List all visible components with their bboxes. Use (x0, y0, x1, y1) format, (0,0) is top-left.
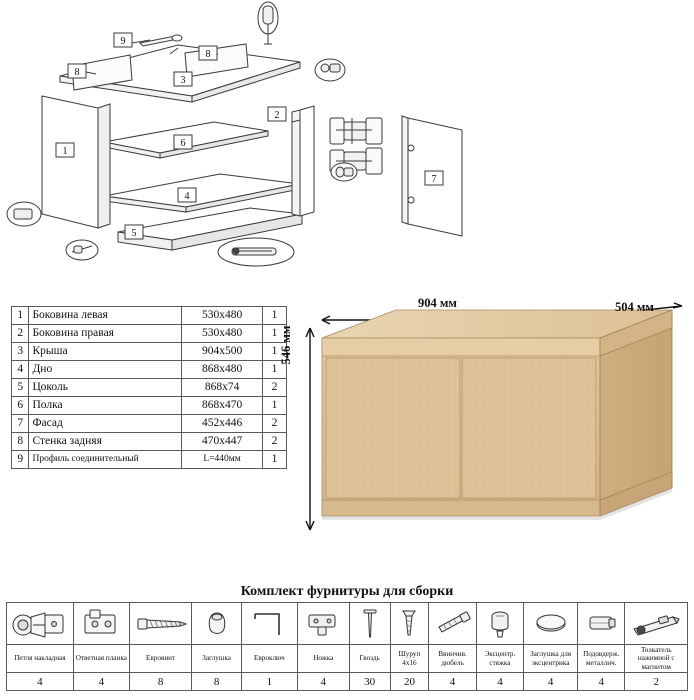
hardware-label: Шуруп 4х16 (390, 645, 429, 673)
hardware-label: Евровинт (129, 645, 191, 673)
callout-9: 9 (120, 36, 126, 47)
part-number: 2 (12, 325, 29, 343)
table-row (12, 433, 287, 451)
part-qty: 2 (262, 433, 286, 451)
hardware-label: Эксцентр. стяжка (476, 645, 523, 673)
part-name: Крыша (29, 343, 182, 361)
part-size: 530х480 (182, 307, 263, 325)
hinge-plate-icon (77, 605, 125, 643)
hardware-icon-row (7, 603, 688, 645)
part-name: Стенка задняя (29, 433, 182, 451)
hardware-kit-table (6, 602, 688, 691)
callout-8-right: 8 (205, 49, 211, 60)
hardware-count: 4 (7, 673, 74, 691)
eccentric-tie-icon (480, 605, 520, 643)
exploded-diagram-svg (0, 0, 480, 292)
part-number: 8 (12, 433, 29, 451)
hardware-cell-euro-screw (129, 603, 191, 645)
dimension-height-label: 546 мм (279, 325, 293, 365)
table-row (12, 361, 287, 379)
hardware-label: Заглушка (192, 645, 242, 673)
callout-6: 6 (180, 138, 186, 149)
part-number: 5 (12, 379, 29, 397)
part-size: L=440мм (182, 451, 263, 469)
euro-key-icon (245, 605, 293, 643)
part-size: 868х470 (182, 397, 263, 415)
part-size: 530х480 (182, 325, 263, 343)
hardware-label: Ответная планка (73, 645, 129, 673)
part-size: 868х74 (182, 379, 263, 397)
hardware-cell-eccentric-tie (476, 603, 523, 645)
hardware-cell-screw-4x16 (390, 603, 429, 645)
hardware-count: 8 (192, 673, 242, 691)
hardware-label: Ножка (297, 645, 349, 673)
hardware-cell-euro-key (241, 603, 297, 645)
cabinet-render (300, 292, 688, 542)
hardware-label: Ввинчив. дюбель (429, 645, 476, 673)
hardware-count: 4 (73, 673, 129, 691)
hardware-label: Петля накладная (7, 645, 74, 673)
callout-1: 1 (62, 146, 68, 157)
hardware-count-row (7, 673, 688, 691)
part-size: 470х447 (182, 433, 263, 451)
exploded-assembly-diagram (0, 0, 480, 290)
magnetic-shelf-support-icon (581, 605, 621, 643)
hardware-cell-shelf-support (578, 603, 625, 645)
hardware-kit-title: Комплект фурнитуры для сборки (240, 584, 454, 599)
hardware-cell-hinge-plate (73, 603, 129, 645)
hardware-label: Подовдерж. металлич. (578, 645, 625, 673)
dimension-width-label: 904 мм (418, 296, 457, 310)
euro-screw-icon (134, 605, 188, 643)
hardware-count: 2 (625, 673, 688, 691)
part-size: 452х446 (182, 415, 263, 433)
callout-2: 2 (274, 110, 280, 121)
part-name: Боковина левая (29, 307, 182, 325)
nail-icon (353, 605, 387, 643)
table-row (12, 451, 287, 469)
part-number: 9 (12, 451, 29, 469)
table-row (12, 415, 287, 433)
hardware-label: Евроключ (241, 645, 297, 673)
dimension-depth-label: 504 мм (615, 300, 654, 314)
part-name: Фасад (29, 415, 182, 433)
table-row (12, 379, 287, 397)
part-qty: 1 (262, 451, 286, 469)
hardware-label-row (7, 645, 688, 673)
part-name: Цоколь (29, 379, 182, 397)
part-qty: 1 (262, 397, 286, 415)
part-size: 868х480 (182, 361, 263, 379)
part-qty: 1 (262, 361, 286, 379)
part-qty: 2 (262, 379, 286, 397)
cap-cover-icon (196, 605, 238, 643)
hardware-label: Гвоздь (349, 645, 390, 673)
hardware-cell-magnetic-pusher (625, 603, 688, 645)
overlay-hinge-icon (11, 605, 69, 643)
hardware-label: Заглушка для эксцентрика (524, 645, 578, 673)
hardware-count: 4 (476, 673, 523, 691)
part-qty: 1 (262, 343, 286, 361)
part-number: 6 (12, 397, 29, 415)
hardware-label: Толкатель нажимной с магнитом (625, 645, 688, 673)
hardware-count: 30 (349, 673, 390, 691)
part-qty: 2 (262, 415, 286, 433)
hardware-count: 4 (578, 673, 625, 691)
screw-4x16-icon (393, 605, 425, 643)
hardware-count: 4 (297, 673, 349, 691)
callout-3: 3 (180, 75, 186, 86)
hardware-count: 4 (429, 673, 476, 691)
hardware-cell-eccentric-cap (524, 603, 578, 645)
hardware-count: 1 (241, 673, 297, 691)
table-row (12, 325, 287, 343)
part-number: 4 (12, 361, 29, 379)
hardware-cell-furniture-foot (297, 603, 349, 645)
part-size: 904х500 (182, 343, 263, 361)
hardware-count: 4 (524, 673, 578, 691)
part-number: 3 (12, 343, 29, 361)
cabinet-svg (300, 292, 688, 542)
screw-in-dowel-icon (433, 605, 473, 643)
part-name: Полка (29, 397, 182, 415)
part-qty: 1 (262, 325, 286, 343)
part-name: Дно (29, 361, 182, 379)
part-qty: 1 (262, 307, 286, 325)
part-number: 7 (12, 415, 29, 433)
part-name: Боковина правая (29, 325, 182, 343)
callout-4: 4 (184, 191, 190, 202)
hardware-cell-cap-cover (192, 603, 242, 645)
hardware-cell-screw-in-dowel (429, 603, 476, 645)
hardware-count: 8 (129, 673, 191, 691)
callout-8-left: 8 (74, 67, 80, 78)
callout-7: 7 (431, 174, 437, 185)
hardware-count: 20 (390, 673, 429, 691)
hardware-cell-overlay-hinge (7, 603, 74, 645)
furniture-foot-icon (301, 605, 345, 643)
table-row (12, 307, 287, 325)
callout-5: 5 (131, 228, 137, 239)
magnetic-pusher-icon (629, 605, 683, 643)
part-number: 1 (12, 307, 29, 325)
table-row (12, 343, 287, 361)
table-row (12, 397, 287, 415)
hardware-cell-nail (349, 603, 390, 645)
eccentric-cap-icon (528, 605, 574, 643)
part-name: Профиль соединительный (29, 451, 182, 469)
parts-table (11, 306, 287, 469)
